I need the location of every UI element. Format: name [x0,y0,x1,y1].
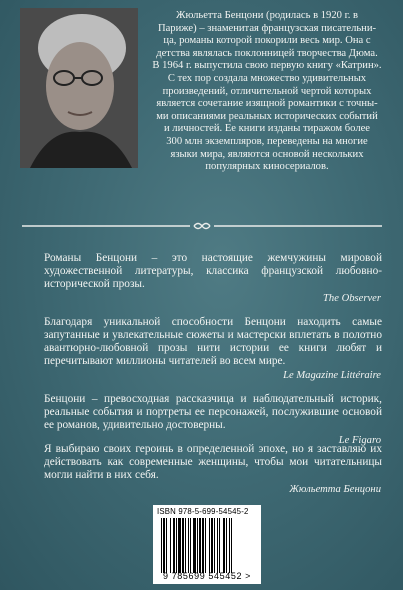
bio-line: ца, романы которой покорили весь мир. Она с [163,35,371,47]
review-source-figaro: Le Figaro [338,435,381,446]
bio-line: популярных киносериалов. [205,161,329,173]
bio-line: и личностей. Ее книги изданы тиражом более [163,123,371,135]
barcode-bars [161,518,255,573]
bio-line: детства являлась поклонницей творчества Дюма. [156,47,378,59]
author-biography [147,10,387,174]
barcode [153,505,261,584]
bio-line: ми описаниями реальных исторических событий [156,110,378,122]
review-source-magazine: Le Magazine Littéraire [283,370,381,381]
author-photo [20,8,138,168]
review-quote-observer: Романы Бенцони – это настоящие жемчужины мировой художественной литературы, классика французской любовно-исторической прозы. [44,252,382,290]
bio-line: произведений, отличительной чертой которых [162,85,372,97]
bio-line: С тех пор создала множество удивительных [167,72,367,84]
ornamental-divider [22,220,382,232]
bio-line: В 1964 г. выпустила свою первую книгу «Катрин». [152,60,382,72]
bio-line: Жюльетта Бенцони (родилась в 1920 г. в [175,10,359,21]
barcode-digits: 9 785699 545452 > [162,571,252,581]
author-quote: Я выбираю своих героинь в определенной эпохе, но я заставляю их действовать как современные женщины, чтобы мои читательницы могли найти в них себя. [44,443,382,481]
review-source-observer: The Observer [323,293,381,304]
bio-line: Париже) – знаменитая французская писательни- [157,22,377,34]
bio-line: 300 млн экземпляров, переведены на многие [166,135,368,147]
bio-line: языки мира, являются основой нескольких [170,148,364,160]
author-quote-source: Жюльетта Бенцони [289,484,381,495]
author-portrait-image [20,8,138,168]
review-quote-figaro: Бенцони – превосходная рассказчица и наблюдательный историк, реальные события и портреты ее персонажей, послужившие основой ее романов, удивительно достоверны. [44,393,382,431]
review-quote-magazine: Благодаря уникальной способности Бенцони находить самые запутанные и увлекательные сюжеты и мастерски вплетать в полотно авантюрно-любовной прозы нити истории ее книги любят и перечитывают миллионы читателей во всем мире. [44,316,382,367]
isbn-label: ISBN 978-5-699-54545-2 [157,507,249,516]
bio-line: является сочетание изящной романтики с точны- [156,98,378,110]
